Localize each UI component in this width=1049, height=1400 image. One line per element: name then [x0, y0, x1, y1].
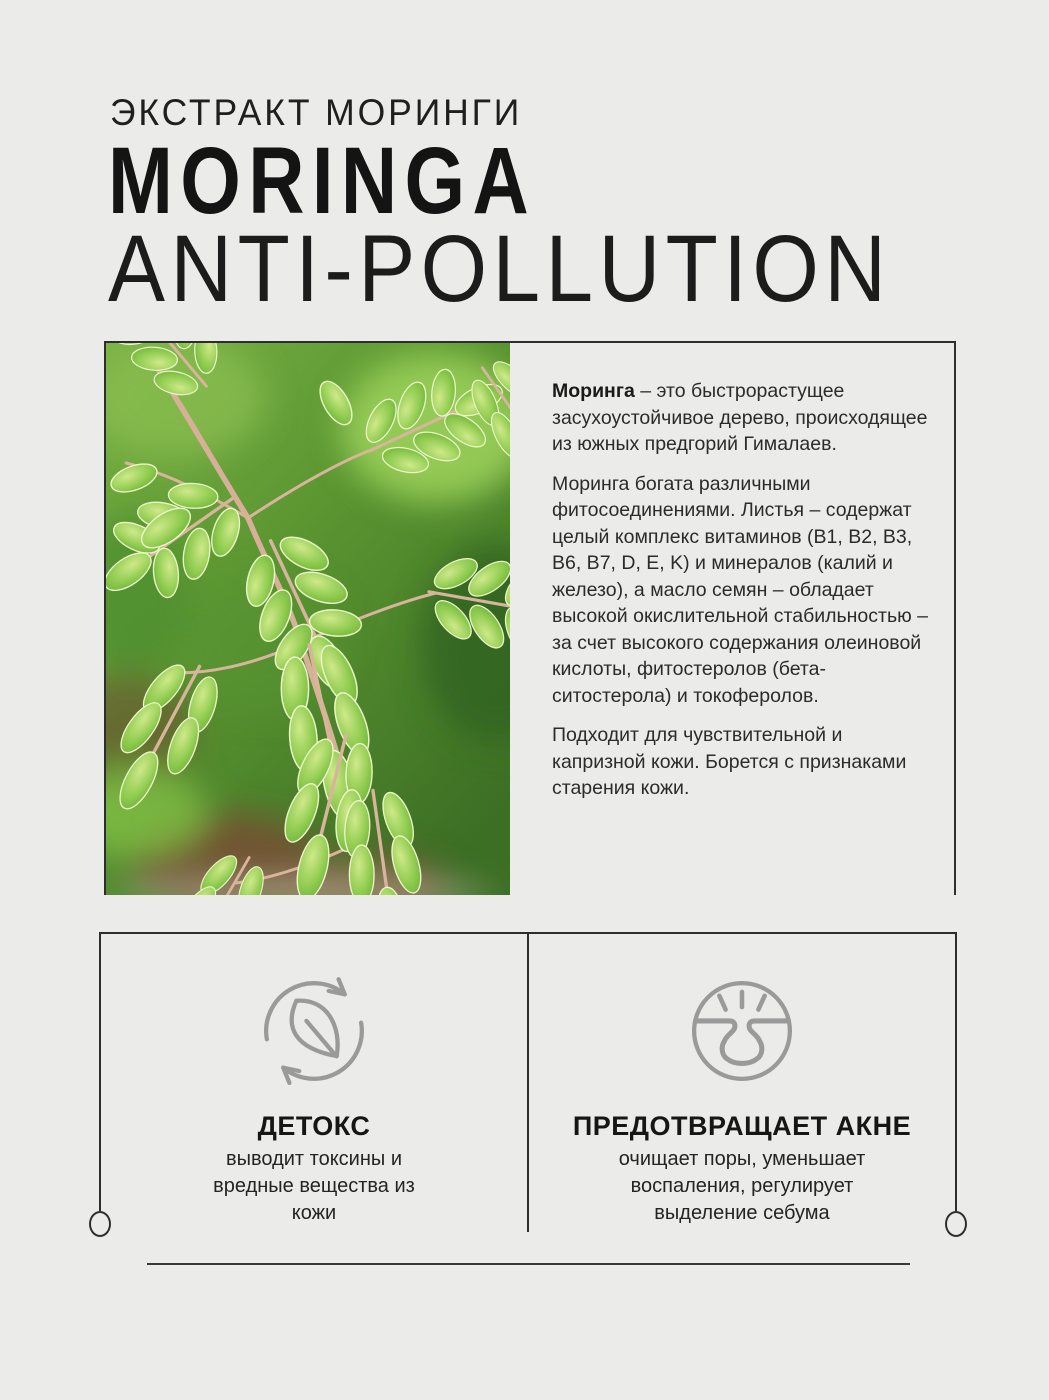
content-frame-right-line — [954, 341, 956, 895]
skin-pore-sebum-icon — [679, 968, 805, 1094]
kicker-text: ЭКСТРАКТ МОРИНГИ — [110, 92, 523, 133]
description-paragraph-3: Подходит для чувствительной и капризной кожи. Борется с признаками старения кожи. — [552, 724, 907, 799]
bottom-divider-rule — [147, 1263, 910, 1265]
feature-detox — [101, 934, 527, 1230]
moringa-photo — [106, 343, 510, 895]
features-frame-right-line — [955, 932, 957, 1211]
page-subtitle: ANTI-POLLUTION — [108, 216, 892, 322]
feature-anti-acne-title: ПРЕДОТВРАЩАЕТ АКНЕ — [572, 1111, 912, 1141]
description-paragraph-1: Моринга – это быстрорастущее засухоустойчивое дерево, происходящее из южных предгорий Гималаев. — [552, 380, 928, 455]
feature-detox-title: ДЕТОКС — [257, 1111, 371, 1141]
description-paragraph-2: Моринга богата различными фитосоединениями. Листья – содержат целый комплекс витаминов (B1, B2, B3, B6, B7, D, E, K) и минералов (калий и железо), а масло семян – обладает высокой окислительной стабильностью – за счет высокого содержания олеиновой кислоты, фитостеролов (бета-ситостерола) и токоферолов. — [552, 472, 929, 707]
feature-anti-acne-subtitle: очищает поры, уменьшает воспаления, регулирует выделение себума — [618, 1148, 866, 1224]
term-moringa: Моринга — [552, 380, 635, 402]
description-panel — [552, 378, 935, 802]
page-title: MORINGA — [108, 128, 537, 234]
leaf-recycle-icon — [251, 968, 377, 1094]
feature-anti-acne — [529, 934, 955, 1230]
feature-detox-subtitle: выводит токсины и вредные вещества из кожи — [213, 1148, 415, 1224]
